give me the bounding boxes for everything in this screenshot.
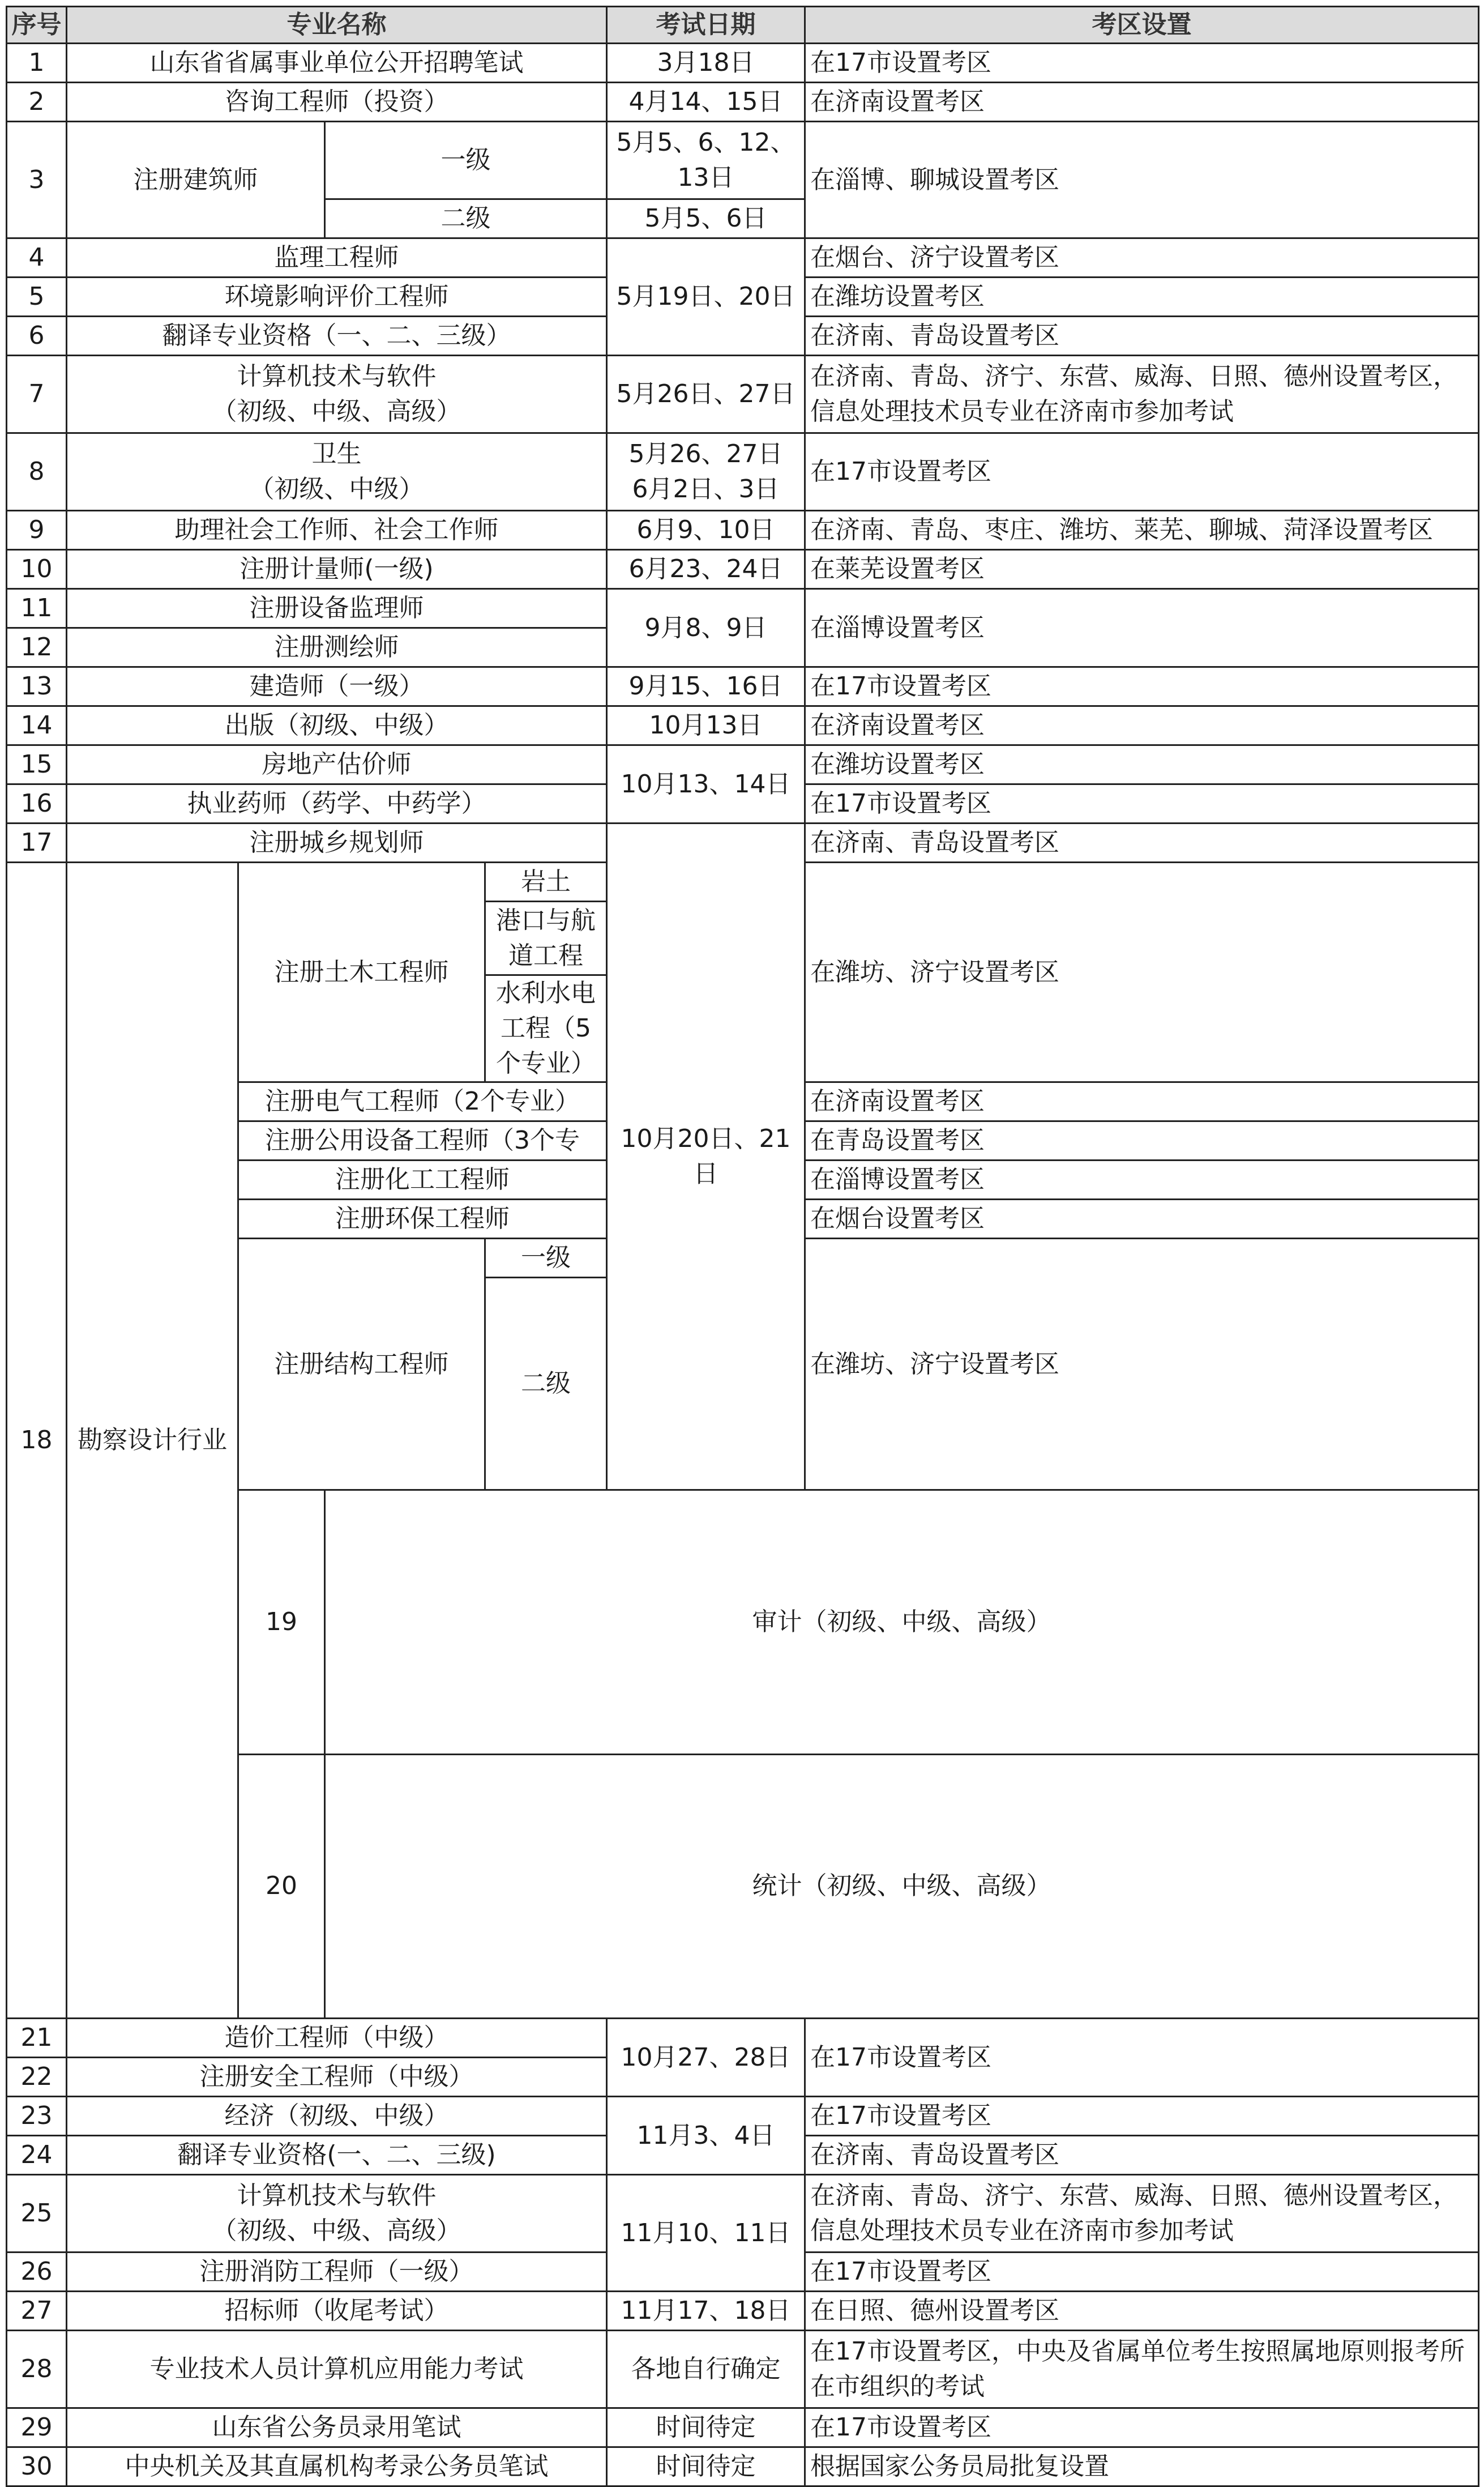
row-name-line: 计算机技术与软件 xyxy=(237,2181,437,2210)
row-area: 在17市设置考区 xyxy=(805,2253,1479,2292)
row-sub-name: 注册化工工程师 xyxy=(238,1161,607,1200)
row-area: 在17市设置考区 xyxy=(805,667,1479,706)
row-date: 11月17、18日 xyxy=(607,2292,805,2331)
row-no: 1 xyxy=(7,44,67,83)
row-area: 在17市设置考区 xyxy=(805,44,1479,83)
table-row xyxy=(7,433,1479,511)
row-name xyxy=(67,356,607,433)
row-date: 各地自行确定 xyxy=(607,2331,805,2408)
row-group: 勘察设计行业 xyxy=(67,863,238,2019)
row-name-line: 计算机技术与软件 xyxy=(237,362,437,391)
row-date: 4月14、15日 xyxy=(607,83,805,122)
table-row xyxy=(7,511,1479,550)
row-area: 在17市设置考区 xyxy=(805,2097,1479,2136)
row-no: 9 xyxy=(7,511,67,550)
row-sub-name: 注册电气工程师（2个专业） xyxy=(238,1082,607,1121)
row-name: 造价工程师（中级） xyxy=(67,2019,607,2058)
row-area: 在烟台设置考区 xyxy=(805,1200,1479,1239)
row-area: 根据国家公务员局批复设置 xyxy=(805,2447,1479,2486)
row-area: 在济南、青岛设置考区 xyxy=(805,2136,1479,2175)
row-level: 一级 xyxy=(325,122,607,199)
row-date: 3月18日 xyxy=(607,44,805,83)
row-name: 咨询工程师（投资） xyxy=(67,83,607,122)
row-no: 19 xyxy=(238,1490,325,1755)
header-no: 序号 xyxy=(7,7,67,44)
row-no: 11 xyxy=(7,589,67,628)
row-name: 招标师（收尾考试） xyxy=(67,2292,607,2331)
row-date xyxy=(607,433,805,511)
row-sub-name: 注册公用设备工程师（3个专 xyxy=(238,1121,607,1161)
table-row xyxy=(7,2292,1479,2331)
row-name: 注册消防工程师（一级） xyxy=(67,2253,607,2292)
table-row xyxy=(7,706,1479,745)
row-no: 10 xyxy=(7,550,67,589)
row-area: 在济南、青岛、济宁、东营、威海、日照、德州设置考区，信息处理技术员专业在济南市参加考试 xyxy=(805,2175,1479,2253)
row-no: 8 xyxy=(7,433,67,511)
row-area: 在济南设置考区 xyxy=(805,1082,1479,1121)
row-name: 注册设备监理师 xyxy=(67,589,607,628)
row-name: 监理工程师 xyxy=(67,238,607,278)
row-date: 5月26日、27日 xyxy=(607,356,805,433)
row-no: 18 xyxy=(7,863,67,2019)
row-no: 24 xyxy=(7,2136,67,2175)
table-row xyxy=(7,745,1479,784)
row-date: 10月20日、21日 xyxy=(607,824,805,1490)
row-no: 5 xyxy=(7,278,67,317)
table-row xyxy=(7,122,1479,199)
row-level: 二级 xyxy=(325,199,607,238)
row-date: 10月13日 xyxy=(607,706,805,745)
row-area: 在济南设置考区 xyxy=(805,706,1479,745)
row-no: 30 xyxy=(7,2447,67,2486)
row-area: 在济南、青岛、枣庄、潍坊、莱芜、聊城、菏泽设置考区 xyxy=(805,511,1479,550)
table-row xyxy=(7,589,1479,628)
row-no: 2 xyxy=(7,83,67,122)
row-area: 在17市设置考区 xyxy=(805,2019,1479,2097)
row-name: 建造师（一级） xyxy=(67,667,607,706)
row-area: 在莱芜设置考区 xyxy=(805,550,1479,589)
header-row xyxy=(7,7,1479,44)
row-name-line: 卫生 xyxy=(311,440,362,468)
row-name: 经济（初级、中级） xyxy=(67,2097,607,2136)
row-name xyxy=(67,433,607,511)
row-name: 翻译专业资格（一、二、三级） xyxy=(67,317,607,356)
table-row xyxy=(7,356,1479,433)
row-date: 9月8、9日 xyxy=(607,589,805,667)
row-no: 26 xyxy=(7,2253,67,2292)
row-no: 13 xyxy=(7,667,67,706)
row-area: 在17市设置考区，中央及省属单位考生按照属地原则报考所在市组织的考试 xyxy=(805,2331,1479,2408)
row-name-line: （初级、中级） xyxy=(249,475,424,504)
row-name: 环境影响评价工程师 xyxy=(67,278,607,317)
row-name: 房地产估价师 xyxy=(67,745,607,784)
row-name: 注册建筑师 xyxy=(67,122,325,238)
row-name-line: （初级、中级、高级） xyxy=(212,397,461,426)
table-row xyxy=(7,2097,1479,2136)
row-date: 10月27、28日 xyxy=(607,2019,805,2097)
row-area: 在济南、青岛、济宁、东营、威海、日照、德州设置考区，信息处理技术员专业在济南市参加考试 xyxy=(805,356,1479,433)
row-area: 在淄博、聊城设置考区 xyxy=(805,122,1479,238)
row-name-line: （初级、中级、高级） xyxy=(212,2216,461,2245)
row-name xyxy=(67,2175,607,2253)
row-area: 在淄博设置考区 xyxy=(805,1161,1479,1200)
row-date: 10月13、14日 xyxy=(607,745,805,824)
row-no: 27 xyxy=(7,2292,67,2331)
table-row xyxy=(7,44,1479,83)
row-no: 22 xyxy=(7,2058,67,2097)
row-no: 17 xyxy=(7,824,67,863)
row-area: 在17市设置考区 xyxy=(805,433,1479,511)
row-sub-item: 一级 xyxy=(485,1239,607,1278)
row-sub-item: 二级 xyxy=(485,1278,607,1490)
table-row xyxy=(7,238,1479,278)
row-no: 7 xyxy=(7,356,67,433)
table-row xyxy=(7,2447,1479,2486)
row-date: 11月10、11日 xyxy=(607,2175,805,2292)
row-date: 6月9、10日 xyxy=(607,511,805,550)
row-name: 中央机关及其直属机构考录公务员笔试 xyxy=(67,2447,607,2486)
row-name: 山东省公务员录用笔试 xyxy=(67,2408,607,2447)
row-name: 助理社会工作师、社会工作师 xyxy=(67,511,607,550)
row-date: 时间待定 xyxy=(607,2408,805,2447)
row-date: 5月5、6、12、13日 xyxy=(607,122,805,199)
row-no: 25 xyxy=(7,2175,67,2253)
row-date: 5月19日、20日 xyxy=(607,238,805,356)
row-name: 统计（初级、中级、高级） xyxy=(325,1754,1479,2019)
row-no: 14 xyxy=(7,706,67,745)
row-area: 在日照、德州设置考区 xyxy=(805,2292,1479,2331)
row-name: 出版（初级、中级） xyxy=(67,706,607,745)
row-no: 4 xyxy=(7,238,67,278)
row-no: 23 xyxy=(7,2097,67,2136)
row-name: 执业药师（药学、中药学） xyxy=(67,784,607,824)
table-row xyxy=(7,83,1479,122)
row-name: 翻译专业资格(一、二、三级) xyxy=(67,2136,607,2175)
row-no: 12 xyxy=(7,628,67,667)
row-no: 21 xyxy=(7,2019,67,2058)
table-row xyxy=(7,550,1479,589)
row-name: 注册安全工程师（中级） xyxy=(67,2058,607,2097)
table-row xyxy=(7,667,1479,706)
row-no: 15 xyxy=(7,745,67,784)
row-date-line: 6月2日、3日 xyxy=(632,475,780,504)
row-area: 在济南、青岛设置考区 xyxy=(805,317,1479,356)
row-no: 20 xyxy=(238,1754,325,2019)
table-row xyxy=(7,2408,1479,2447)
header-date: 考试日期 xyxy=(607,7,805,44)
row-date: 11月3、4日 xyxy=(607,2097,805,2175)
row-area: 在17市设置考区 xyxy=(805,784,1479,824)
row-area: 在济南设置考区 xyxy=(805,83,1479,122)
row-name: 注册计量师(一级) xyxy=(67,550,607,589)
table-row xyxy=(7,2331,1479,2408)
row-name: 审计（初级、中级、高级） xyxy=(325,1490,1479,1755)
row-name: 专业技术人员计算机应用能力考试 xyxy=(67,2331,607,2408)
row-area: 在17市设置考区 xyxy=(805,2408,1479,2447)
row-no: 6 xyxy=(7,317,67,356)
row-name: 山东省省属事业单位公开招聘笔试 xyxy=(67,44,607,83)
row-area: 在潍坊、济宁设置考区 xyxy=(805,1239,1479,1490)
row-area: 在潍坊设置考区 xyxy=(805,745,1479,784)
table-row xyxy=(7,2175,1479,2253)
row-sub-name: 注册结构工程师 xyxy=(238,1239,485,1490)
row-sub-name: 注册土木工程师 xyxy=(238,863,485,1082)
row-area: 在淄博设置考区 xyxy=(805,589,1479,667)
table-row xyxy=(7,824,1479,863)
row-sub-item: 岩土 xyxy=(485,863,607,902)
table-row xyxy=(7,2019,1479,2058)
row-name: 注册测绘师 xyxy=(67,628,607,667)
row-no: 28 xyxy=(7,2331,67,2408)
row-sub-item: 港口与航道工程 xyxy=(485,902,607,975)
row-sub-name: 注册环保工程师 xyxy=(238,1200,607,1239)
row-area: 在济南、青岛设置考区 xyxy=(805,824,1479,863)
row-date: 5月5、6日 xyxy=(607,199,805,238)
row-area: 在潍坊设置考区 xyxy=(805,278,1479,317)
header-name: 专业名称 xyxy=(67,7,607,44)
row-area: 在青岛设置考区 xyxy=(805,1121,1479,1161)
row-area: 在烟台、济宁设置考区 xyxy=(805,238,1479,278)
row-date: 9月15、16日 xyxy=(607,667,805,706)
header-area: 考区设置 xyxy=(805,7,1479,44)
exam-schedule-table xyxy=(6,6,1479,2487)
row-date: 6月23、24日 xyxy=(607,550,805,589)
row-no: 3 xyxy=(7,122,67,238)
row-no: 29 xyxy=(7,2408,67,2447)
row-date-line: 5月26、27日 xyxy=(628,440,783,468)
row-date: 时间待定 xyxy=(607,2447,805,2486)
row-area: 在潍坊、济宁设置考区 xyxy=(805,863,1479,1082)
row-no: 16 xyxy=(7,784,67,824)
row-sub-item: 水利水电工程（5个专业） xyxy=(485,975,607,1082)
row-name: 注册城乡规划师 xyxy=(67,824,607,863)
